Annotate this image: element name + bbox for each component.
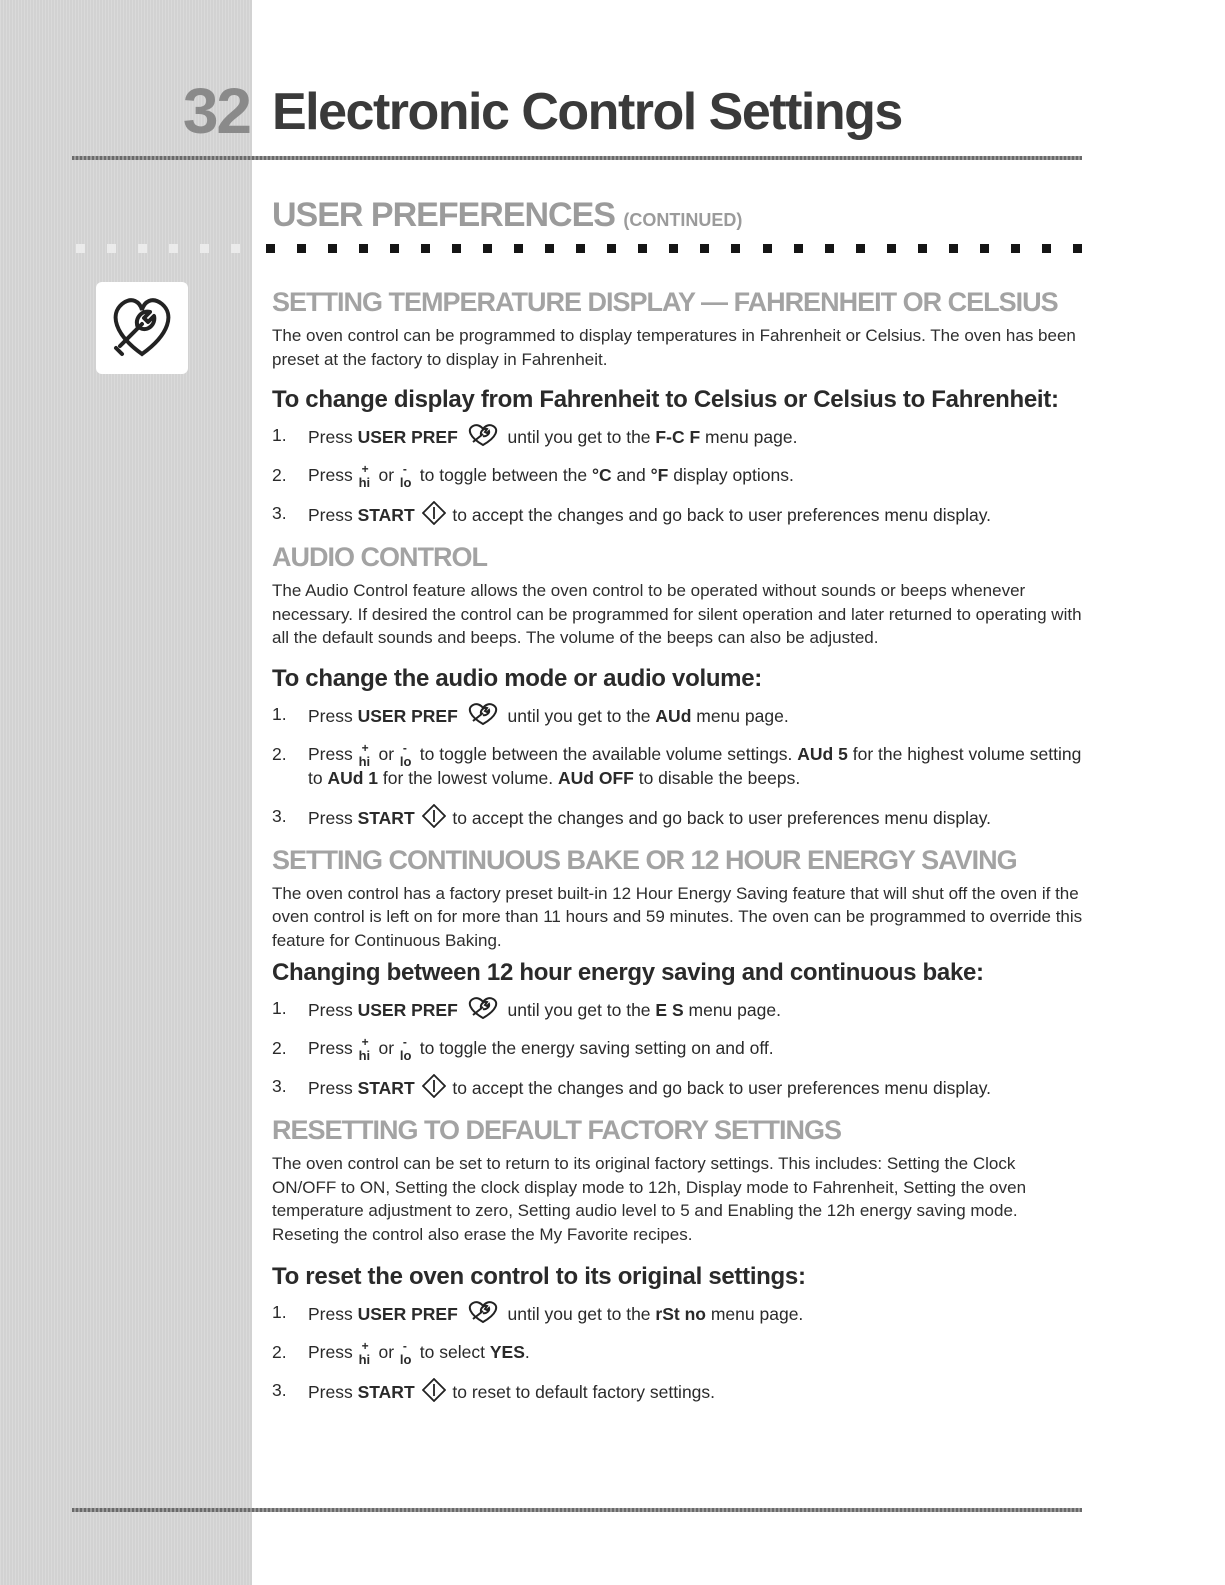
start-diamond-icon: [422, 1074, 446, 1098]
continuous-step-1: 1. Press USER PREF until you get to the E S menu page.: [272, 998, 781, 1020]
audio-step-2: 2. Press + hi or - lo to toggle between the available volume settings. AUd 5 for the highest volume setting to AUd 1 for the lowest volume. AUd OFF to disable the beeps.: [272, 740, 1082, 788]
start-diamond-icon: [422, 804, 446, 828]
page-number: 32: [182, 75, 250, 147]
reset-step-1: 1. Press USER PREF until you get to the rSt no menu page.: [272, 1302, 804, 1324]
reset-step-2: 2. Press + hi or - lo to select YES.: [272, 1339, 530, 1367]
main-content: [272, 286, 1084, 1418]
lo-key: - lo: [399, 462, 412, 490]
continuous-subheading: Changing between 12 hour energy saving and continuous bake:: [272, 959, 984, 986]
continuous-step-3: 3. Press START to accept the changes and go back to user preferences menu display.: [272, 1076, 992, 1098]
start-diamond-icon: [422, 501, 446, 525]
section-subtitle: (CONTINUED): [623, 210, 743, 230]
hi-key: + hi: [358, 1339, 371, 1367]
wrench-heart-icon: [104, 288, 180, 364]
hi-key: + hi: [358, 462, 371, 490]
reset-intro: The oven control can be set to return to its original factory settings. This includes: Setting the Clock ON/OFF to ON, Setting the clock display mode to 12h, Display mode to Fahrenheit, Setting the oven temperature adjustment to zero, Setting audio level to 5 and Enabling the 12h energy saving mode. Reseting the control also erase the My Favorite recipes.: [272, 1154, 1027, 1244]
audio-subheading: To change the audio mode or audio volume:: [272, 664, 762, 692]
continuous-step-2: 2. Press + hi or - lo to toggle the energy saving setting on and off.: [272, 1035, 774, 1063]
lo-key: - lo: [399, 740, 412, 769]
wrench-heart-icon: [465, 1300, 501, 1324]
wrench-heart-icon: [465, 702, 501, 726]
continuous-heading: SETTING CONTINUOUS BAKE OR 12 HOUR ENERGY SAVING: [272, 844, 1017, 875]
section-title: USER PREFERENCES: [272, 196, 615, 234]
left-margin-band: [0, 0, 252, 1585]
wrench-heart-icon: [465, 423, 501, 447]
audio-heading: AUDIO CONTROL: [272, 542, 487, 572]
hi-key: + hi: [358, 1035, 371, 1063]
reset-heading: RESETTING TO DEFAULT FACTORY SETTINGS: [272, 1115, 842, 1145]
audio-step-3: 3. Press START to accept the changes and go back to user preferences menu display.: [272, 805, 992, 828]
audio-intro: The Audio Control feature allows the oven control to be operated without sounds or beeps whenever necessary. If desired the control can be programmed for silent operation and later returned to operating with all the default sounds and beeps. The volume of the beeps can also be adjusted.: [272, 581, 1082, 647]
reset-subheading: To reset the oven control to its original settings:: [272, 1263, 806, 1290]
temp-display-subheading: To change display from Fahrenheit to Celsius or Celsius to Fahrenheit:: [272, 386, 1059, 413]
hi-key: + hi: [358, 740, 371, 769]
decorative-dots: [266, 244, 1082, 254]
start-diamond-icon: [422, 1378, 446, 1402]
lo-key: - lo: [399, 1035, 412, 1063]
temp-step-3: 3. Press START to accept the changes and go back to user preferences menu display.: [272, 503, 992, 525]
top-divider: [72, 156, 1082, 160]
user-pref-icon-box: [96, 282, 188, 374]
decorative-dots-left: [76, 244, 240, 254]
wrench-heart-icon: [465, 996, 501, 1020]
section-heading: [272, 196, 742, 235]
temp-display-heading: SETTING TEMPERATURE DISPLAY — FAHRENHEIT OR CELSIUS: [272, 287, 1058, 317]
temp-step-1: 1. Press USER PREF until you get to the F-C F menu page.: [272, 425, 798, 447]
temp-display-intro: The oven control can be programmed to display temperatures in Fahrenheit or Celsius. The oven has been preset at the factory to display in Fahrenheit.: [272, 326, 1076, 369]
continuous-intro: The oven control has a factory preset built-in 12 Hour Energy Saving feature that will shut off the oven if the oven control is left on for more than 11 hours and 59 minutes. The oven can be programmed to override this feature for Continuous Baking.: [272, 883, 1083, 950]
reset-step-3: 3. Press START to reset to default factory settings.: [272, 1380, 716, 1402]
temp-step-2: 2. Press + hi or - lo to toggle between the °C and °F display options.: [272, 462, 794, 490]
bottom-divider: [72, 1508, 1082, 1512]
lo-key: - lo: [399, 1339, 412, 1367]
audio-step-1: 1. Press USER PREF until you get to the AUd menu page.: [272, 703, 789, 726]
page-title: Electronic Control Settings: [272, 83, 902, 141]
